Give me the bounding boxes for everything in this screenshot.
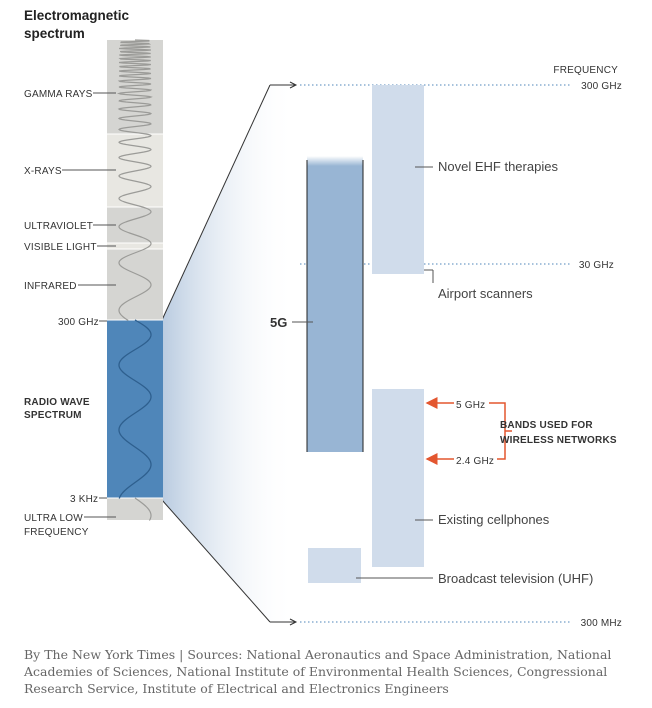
- cellphone-band: [372, 389, 424, 567]
- label-5ghz: 5 GHz: [456, 400, 486, 411]
- frequency-header: FREQUENCY: [553, 65, 618, 76]
- label-3-khz-boundary: 3 KHz: [70, 494, 99, 505]
- airport-scanner-band: [372, 264, 424, 274]
- label-ultraviolet: ULTRAVIOLET: [24, 221, 94, 232]
- source-credit: By The New York Times | Sources: National Aeronautics and Space Administration, National Academies of Sciences, National Institute of Environmental Health Sciences, Congressional Research Service, Institute of Electrical and Electronics Engineers: [24, 647, 612, 696]
- label-ulf-1: ULTRA LOW: [24, 513, 83, 524]
- label-radio-wave-1: RADIO WAVE: [24, 397, 90, 408]
- freq-30-ghz: 30 GHz: [578, 260, 614, 271]
- label-2-4ghz: 2.4 GHz: [456, 456, 495, 467]
- broadcast-tv-band: [308, 548, 361, 583]
- title-line-2: spectrum: [24, 26, 85, 41]
- broadcast-tv-label: Broadcast television (UHF): [438, 571, 594, 586]
- freq-300-ghz: 300 GHz: [581, 81, 622, 92]
- fiveg-bar: [307, 166, 363, 452]
- fiveg-bar-fade: [307, 156, 363, 166]
- fiveg-label: 5G: [270, 315, 288, 330]
- cellphone-label: Existing cellphones: [438, 512, 550, 527]
- label-radio-wave-2: SPECTRUM: [24, 410, 82, 421]
- novel-ehf-label: Novel EHF therapies: [438, 159, 558, 174]
- label-x-rays: X-RAYS: [24, 166, 62, 177]
- label-visible-light: VISIBLE LIGHT: [24, 242, 97, 253]
- wireless-bracket: [489, 403, 505, 459]
- label-300-ghz-boundary: 300 GHz: [58, 317, 99, 328]
- title-line-1: Electromagnetic: [24, 8, 130, 23]
- radio-section: [107, 320, 163, 498]
- wireless-label-2: WIRELESS NETWORKS: [500, 435, 617, 446]
- zoom-wedge: [162, 85, 296, 622]
- freq-300-mhz: 300 MHz: [580, 618, 622, 629]
- label-ulf-2: FREQUENCY: [24, 527, 89, 538]
- wireless-label-1: BANDS USED FOR: [500, 420, 593, 431]
- label-infrared: INFRARED: [24, 281, 77, 292]
- novel-ehf-band: [372, 85, 424, 264]
- label-gamma-rays: GAMMA RAYS: [24, 89, 93, 100]
- airport-scanner-label: Airport scanners: [438, 286, 533, 301]
